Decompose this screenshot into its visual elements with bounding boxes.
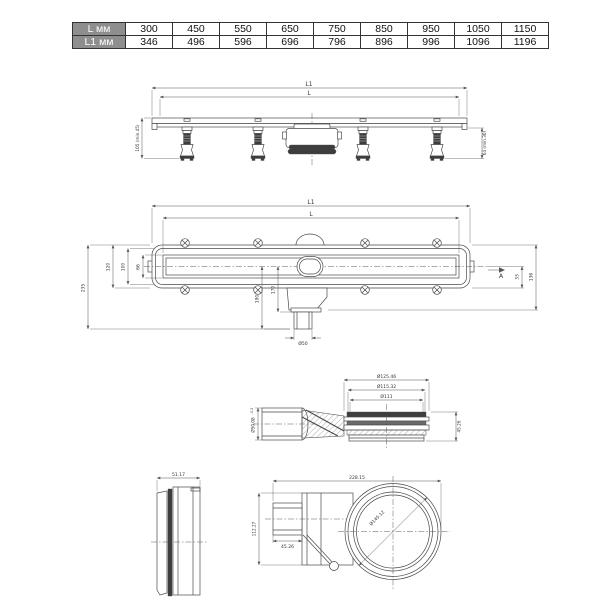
- section-label: A: [498, 273, 504, 280]
- trap-top-circle: [338, 476, 450, 591]
- dim-label-l: L: [309, 211, 313, 218]
- table-row: [73, 23, 549, 36]
- dim-label-height-left: 105 (min.45): [135, 124, 140, 152]
- trap-top-view: [248, 473, 480, 597]
- dim-label-pipe-tolerance: -0.2: [250, 407, 254, 415]
- table-cell: 450: [173, 23, 220, 36]
- dim-label-l1: L1: [307, 199, 315, 206]
- table-cell: 696: [267, 36, 314, 49]
- dim-label-flange-height: 45.26: [456, 420, 462, 433]
- table-cell: 1050: [455, 23, 502, 36]
- dimension-flange-height: [426, 412, 462, 441]
- dimension-stub-length: [273, 535, 302, 550]
- trap-section-view: [248, 370, 540, 470]
- dim-label-l1: L1: [305, 81, 313, 88]
- flange-profile: [151, 487, 207, 596]
- dimension-height-right: [445, 128, 487, 159]
- table-cell: 1196: [502, 36, 549, 49]
- dim-label-overall: 235: [81, 283, 87, 293]
- dim-label-right-inner: 33: [515, 274, 521, 280]
- table-cell: 850: [361, 23, 408, 36]
- flange-stack: [344, 404, 429, 450]
- dim-label-width-mid: 100: [121, 262, 127, 272]
- table-cell: 496: [173, 36, 220, 49]
- front-elevation-view: [128, 80, 498, 192]
- table-cell: 750: [314, 23, 361, 36]
- table-cell: 650: [267, 23, 314, 36]
- table-cell: 550: [220, 23, 267, 36]
- dim-label-outlet-dia: Ø50: [298, 342, 308, 347]
- dim-label-body-dia: Ø145.12: [369, 510, 387, 528]
- dim-label-pipe-od: Ø50.08: [250, 417, 256, 433]
- table-cell: 300: [126, 23, 173, 36]
- table-cell: 950: [408, 23, 455, 36]
- table-cell: 796: [314, 36, 361, 49]
- trap-plan: [287, 288, 327, 329]
- size-table: [72, 22, 549, 49]
- dim-label-width-inner: 66: [136, 264, 142, 270]
- dim-label-right-outer: 136: [529, 272, 535, 282]
- table-cell: 996: [408, 36, 455, 49]
- dim-label-outlet-end: 190: [255, 294, 261, 304]
- table-cell: 1096: [455, 36, 502, 49]
- table-row-header: L1 мм: [73, 36, 126, 49]
- dim-label-depth: 112.27: [251, 521, 257, 537]
- flange-side-view: [123, 466, 217, 600]
- dim-label-length: 228.15: [349, 476, 365, 481]
- table-cell: 1150: [502, 23, 549, 36]
- section-arrow-icon: [499, 267, 505, 273]
- table-row-header: L мм: [73, 23, 126, 36]
- table-cell: 596: [220, 36, 267, 49]
- dim-label-outlet-center: 170: [271, 285, 277, 295]
- dim-label-width-outer: 120: [106, 262, 112, 272]
- table-cell: 346: [126, 36, 173, 49]
- dim-label-flange-mid: Ø115.32: [376, 385, 397, 390]
- dimension-l1: [152, 199, 470, 243]
- dim-label-flange-id: Ø111: [380, 395, 393, 400]
- trap-transition: [302, 410, 344, 438]
- dimension-l1: [152, 81, 467, 116]
- dim-label-height-right: 64 (min.30): [482, 130, 487, 156]
- dimension-l: [160, 90, 459, 116]
- dim-label-l: L: [307, 90, 311, 97]
- table-row: [73, 36, 549, 49]
- drain-oval: [297, 257, 323, 277]
- dim-label-flange-od: Ø125.46: [376, 375, 397, 380]
- dim-label-stub-length: 45.26: [281, 545, 294, 550]
- plan-view: [58, 198, 550, 350]
- table-cell: 896: [361, 36, 408, 49]
- dim-label-flange-width: 51.17: [172, 473, 185, 478]
